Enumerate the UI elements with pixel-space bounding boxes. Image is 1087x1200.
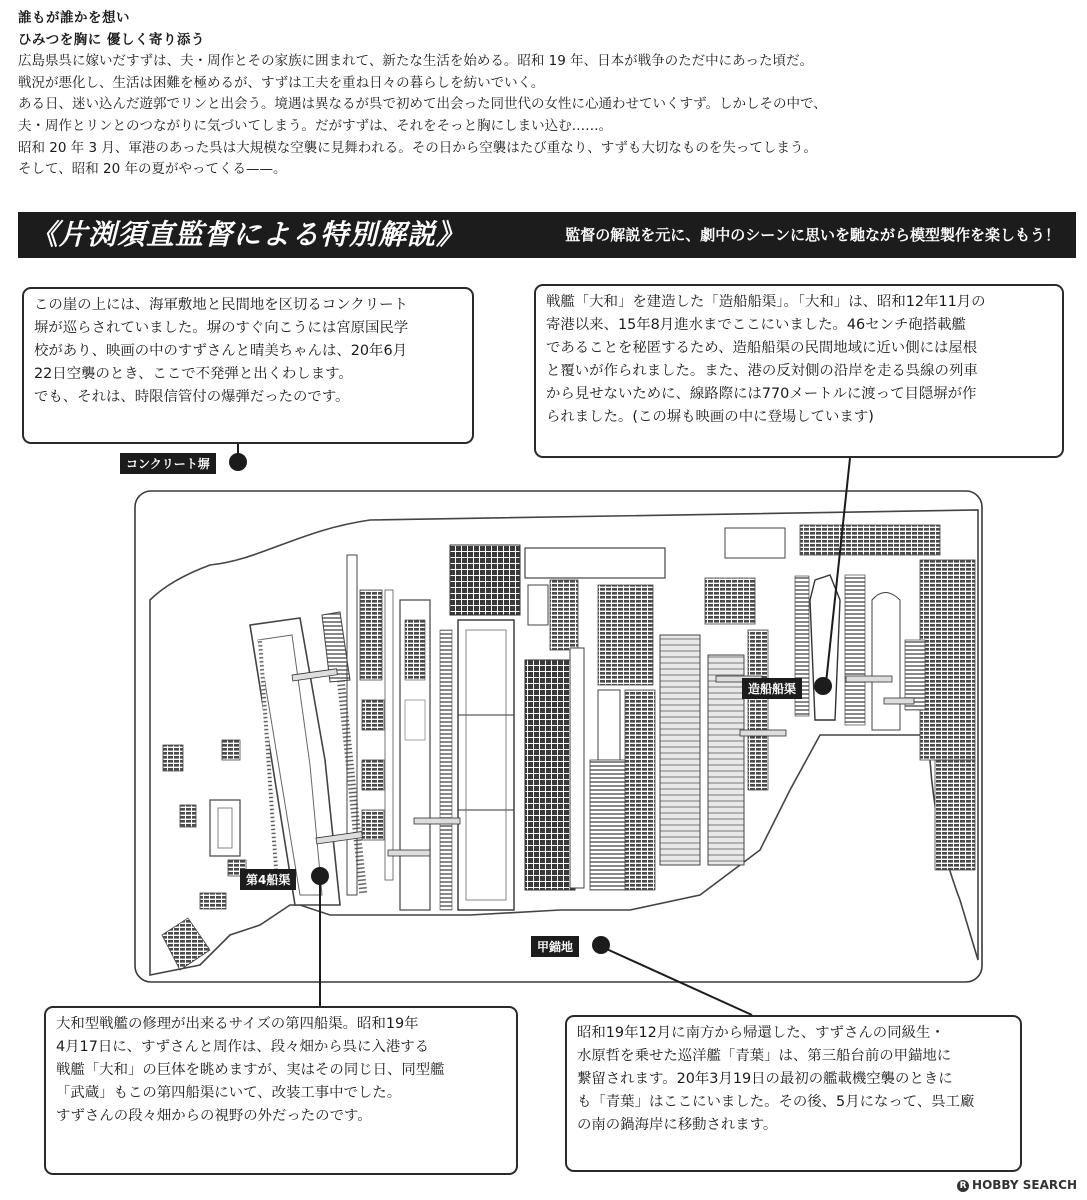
callout-line: すずさんの段々畑からの視野の外だったのです。 bbox=[56, 1108, 372, 1124]
block bbox=[362, 810, 384, 840]
block bbox=[360, 590, 382, 680]
block bbox=[210, 800, 240, 856]
crane bbox=[740, 730, 786, 736]
callout-line: から見せないために、線路際には770メートルに渡って目隠塀が作 bbox=[546, 386, 977, 402]
slip bbox=[708, 655, 744, 865]
block bbox=[163, 745, 183, 771]
callout-line: の南の鍋海岸に移動されます。 bbox=[577, 1117, 778, 1133]
headline-2: ひみつを胸に 優しく寄り添う bbox=[18, 31, 205, 48]
crane bbox=[846, 676, 892, 682]
callout-shipbuilding-dock bbox=[534, 284, 1064, 458]
label-anchorage: 甲錨地 bbox=[531, 936, 579, 957]
callout-line: 水原哲を乗せた巡洋艦「青葉」は、第三船台前の甲錨地に bbox=[577, 1048, 952, 1064]
label-dock4: 第4船渠 bbox=[240, 869, 296, 890]
block bbox=[625, 690, 655, 890]
callout-line: 22日空襲のとき、ここで不発弾と出くわします。 bbox=[34, 366, 353, 382]
block bbox=[598, 585, 653, 685]
callout-line: 大和型戦艦の修理が出来るサイズの第四船渠。昭和19年 bbox=[56, 1016, 419, 1032]
crane bbox=[388, 850, 430, 856]
block bbox=[800, 525, 940, 555]
block bbox=[405, 700, 425, 740]
block bbox=[525, 660, 575, 890]
intro-line: そして、昭和 20 年の夏がやってくる——。 bbox=[18, 161, 287, 178]
callout-line: も「青葉」はここにいました。その後、5月になって、呉工廠 bbox=[577, 1094, 975, 1110]
block bbox=[362, 700, 384, 730]
block bbox=[440, 630, 452, 910]
callout-line: であることを秘匿するため、造船船渠の民間地域に近い側には屋根 bbox=[546, 340, 978, 356]
intro-line: 広島県呉に嫁いだすずは、夫・周作とその家族に囲まれて、新たな生活を始める。昭和 19 年、日本が戦争のただ中にあった頃だ。 bbox=[18, 53, 813, 70]
block bbox=[528, 585, 548, 625]
intro-line: 昭和 20 年 3 月、軍港のあった呉は大規模な空襲に見舞われる。その日から空襲はたび重なり、すずも大切なものを失ってしまう。 bbox=[18, 139, 817, 156]
crane bbox=[414, 818, 460, 824]
marker-concrete-wall bbox=[229, 453, 247, 471]
intro-line: 戦況が悪化し、生活は困難を極めるが、すずは工夫を重ね日々の暮らしを紡いでいく。 bbox=[18, 74, 545, 91]
callout-line: 戦艦「大和」の巨体を眺めますが、実はその同じ日、同型艦 bbox=[56, 1062, 445, 1078]
callout-line: られました。(この塀も映画の中に登場しています) bbox=[546, 409, 874, 425]
callout-line: 塀が巡らされていました。塀のすぐ向こうには宮原国民学 bbox=[34, 320, 409, 336]
intro-line: ある日、迷い込んだ遊郭でリンと出会う。境遇は異なるが呉で初めて出会った同世代の女性に心通わせていくすず。しかしその中で、 bbox=[18, 96, 827, 113]
banner-title: 《片渕須直監督による特別解説》 bbox=[30, 218, 466, 251]
label-shipbuilding-dock: 造船船渠 bbox=[742, 678, 802, 699]
callout-line: と覆いが作られました。また、港の反対側の沿岸を走る呉線の列車 bbox=[546, 363, 978, 379]
crane bbox=[884, 698, 914, 704]
block bbox=[222, 740, 240, 760]
callout-line: でも、それは、時限信管付の爆弾だったのです。 bbox=[34, 389, 350, 405]
label-concrete-wall: コンクリート塀 bbox=[120, 453, 216, 474]
headline-1: 誰もが誰かを想い bbox=[18, 10, 130, 26]
banner-subtitle: 監督の解説を元に、劇中のシーンに思いを馳ながら模型製作を楽しもう！ bbox=[565, 226, 1060, 244]
block bbox=[180, 805, 196, 827]
block bbox=[920, 560, 975, 760]
block bbox=[200, 893, 226, 909]
watermark-text: HOBBY SEARCH bbox=[972, 1178, 1077, 1192]
block bbox=[525, 548, 665, 578]
hall bbox=[450, 545, 520, 615]
marker-anchorage bbox=[592, 936, 610, 954]
slip bbox=[660, 635, 700, 865]
block bbox=[598, 690, 620, 760]
block bbox=[570, 648, 584, 888]
callout-anchorage bbox=[565, 1015, 1022, 1172]
callout-line: 「武蔵」もこの第四船渠にいて、改装工事中でした。 bbox=[56, 1085, 402, 1101]
block bbox=[590, 760, 626, 890]
watermark bbox=[957, 1178, 1077, 1192]
block bbox=[845, 575, 865, 725]
registered-mark-icon: R bbox=[957, 1180, 969, 1192]
callout-concrete-wall bbox=[22, 287, 474, 444]
callout-dock4 bbox=[44, 1006, 518, 1175]
callout-line: 校があり、映画の中のすずさんと晴美ちゃんは、20年6月 bbox=[34, 343, 407, 359]
callout-line: 繋留されます。20年3月19日の最初の艦載機空襲のときに bbox=[577, 1071, 953, 1087]
block bbox=[935, 760, 975, 870]
block bbox=[748, 630, 768, 790]
marker-dock4 bbox=[311, 867, 329, 885]
callout-line: 戦艦「大和」を建造した「造船船渠」。「大和」は、昭和12年11月の bbox=[546, 294, 986, 310]
block bbox=[362, 760, 384, 790]
callout-line: 4月17日に、すずさんと周作は、段々畑から呉に入港する bbox=[56, 1039, 429, 1055]
block bbox=[725, 528, 785, 558]
intro-line: 夫・周作とリンとのつながりに気づいてしまう。だがすずは、それをそっと胸にしまい込む……。 bbox=[18, 117, 613, 134]
block bbox=[705, 578, 755, 624]
block bbox=[405, 620, 425, 680]
callout-line: この崖の上には、海軍敷地と民間地を区切るコンクリート bbox=[34, 297, 408, 313]
block bbox=[550, 580, 578, 650]
callout-line: 寄港以来、15年8月進水までここにいました。46センチ砲搭載艦 bbox=[546, 317, 966, 333]
marker-shipbuilding-dock bbox=[814, 677, 832, 695]
callout-line: 昭和19年12月に南方から帰還した、すずさんの同級生・ bbox=[577, 1025, 945, 1041]
